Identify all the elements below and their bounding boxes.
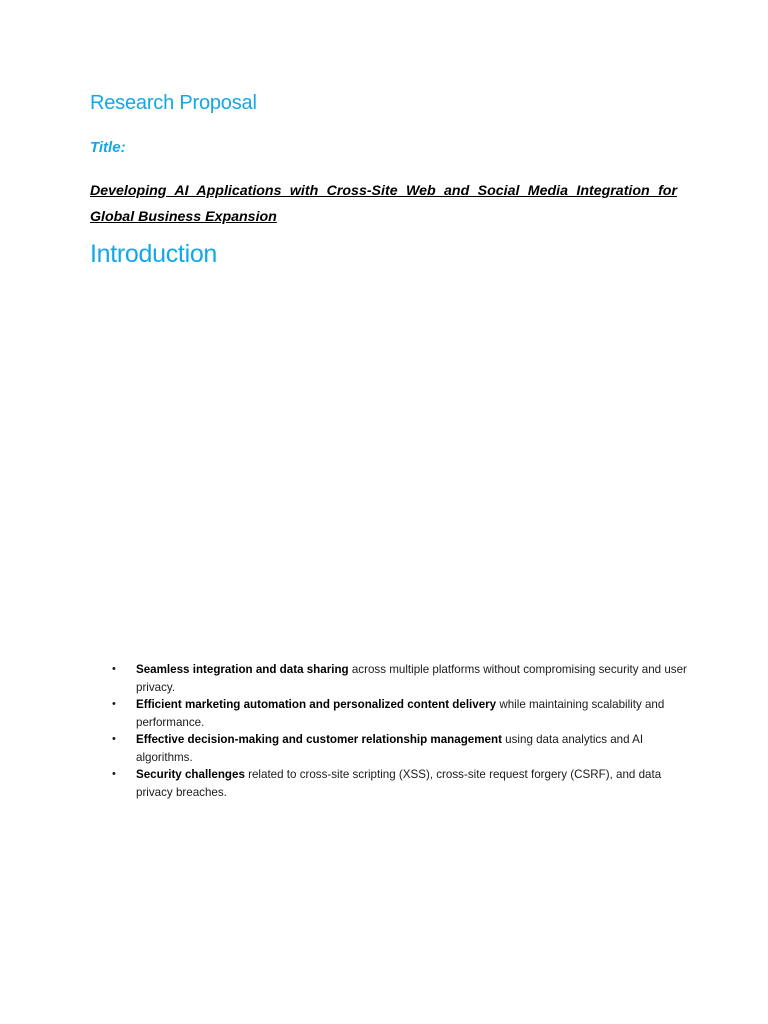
list-item — [112, 766, 687, 801]
list-item — [112, 661, 687, 696]
list-item — [112, 696, 687, 731]
bullet-icon: • — [112, 733, 116, 745]
bullet-text: related to cross-site scripting (XSS), cross-site request forgery (CSRF), and data privacy breaches. — [136, 768, 662, 799]
bullet-list — [112, 661, 687, 801]
bullet-bold-text: Seamless integration and data sharing — [136, 663, 349, 676]
bullet-text: while maintaining scalability and performance. — [136, 698, 665, 729]
title-label: Title: — [90, 139, 126, 156]
bullet-bold-text: Effective decision-making and customer relationship management — [136, 733, 502, 746]
bullet-icon: • — [112, 698, 116, 710]
list-item — [112, 731, 687, 766]
bullet-text: across multiple platforms without compromising security and user privacy. — [136, 663, 687, 694]
introduction-heading: Introduction — [90, 240, 218, 268]
proposal-title: Developing AI Applications with Cross-Site Web and Social Media Integration for Global Business Expansion — [90, 183, 677, 225]
bullet-text: using data analytics and AI algorithms. — [136, 733, 644, 764]
bullet-icon: • — [112, 768, 116, 780]
bullet-bold-text: Security challenges — [136, 768, 245, 781]
bullet-icon: • — [112, 663, 116, 675]
bullet-bold-text: Efficient marketing automation and personalized content delivery — [136, 698, 497, 711]
document-heading: Research Proposal — [90, 92, 257, 114]
